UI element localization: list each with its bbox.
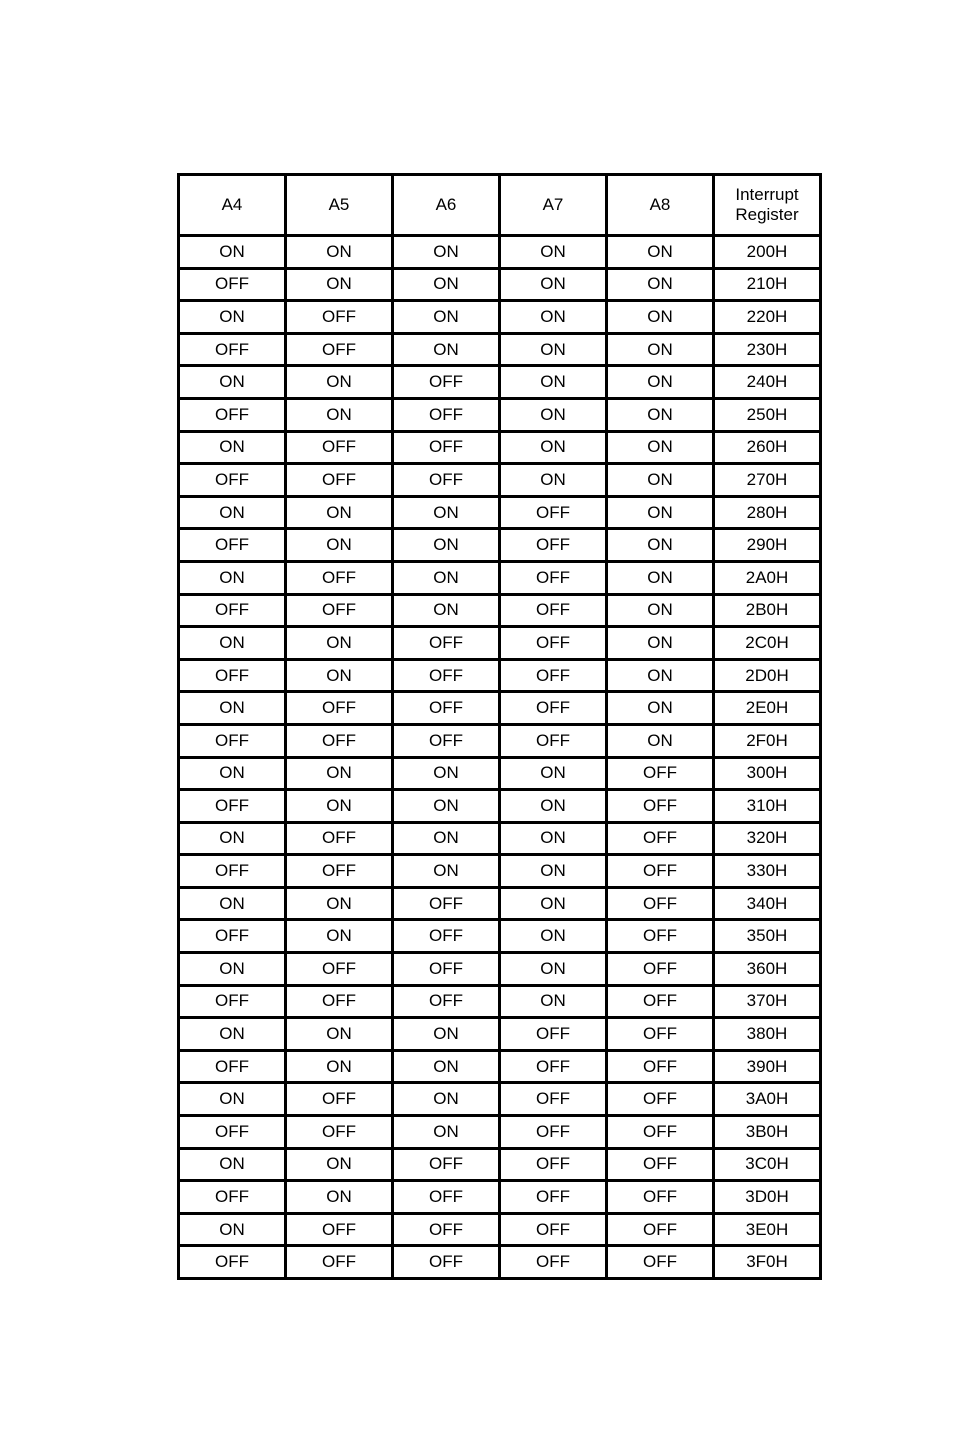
cell-a8: ON <box>607 431 714 464</box>
cell-a8: OFF <box>607 855 714 888</box>
cell-a7: ON <box>500 333 607 366</box>
cell-a4: ON <box>179 953 286 986</box>
table-row <box>179 692 821 725</box>
cell-a6: OFF <box>393 366 500 399</box>
cell-interrupt-register: 3E0H <box>714 1213 821 1246</box>
cell-interrupt-register: 2C0H <box>714 627 821 660</box>
table-row <box>179 333 821 366</box>
cell-a6: ON <box>393 561 500 594</box>
cell-a4: ON <box>179 431 286 464</box>
cell-a5: OFF <box>286 594 393 627</box>
table-row <box>179 887 821 920</box>
cell-a7: OFF <box>500 724 607 757</box>
cell-a6: ON <box>393 1018 500 1051</box>
cell-a4: ON <box>179 366 286 399</box>
cell-a7: OFF <box>500 659 607 692</box>
cell-interrupt-register: 3D0H <box>714 1181 821 1214</box>
cell-interrupt-register: 2A0H <box>714 561 821 594</box>
cell-a8: OFF <box>607 1246 714 1279</box>
cell-a5: OFF <box>286 692 393 725</box>
cell-a4: OFF <box>179 855 286 888</box>
cell-interrupt-register: 260H <box>714 431 821 464</box>
cell-a8: ON <box>607 659 714 692</box>
cell-a4: OFF <box>179 268 286 301</box>
table-row <box>179 1246 821 1279</box>
interrupt-register-table-container <box>177 173 822 1280</box>
cell-a6: ON <box>393 496 500 529</box>
table-row <box>179 366 821 399</box>
table-row <box>179 496 821 529</box>
table-row <box>179 431 821 464</box>
cell-a4: ON <box>179 1083 286 1116</box>
cell-a8: ON <box>607 496 714 529</box>
cell-a7: OFF <box>500 1116 607 1149</box>
cell-a4: ON <box>179 1018 286 1051</box>
cell-a8: ON <box>607 333 714 366</box>
cell-a5: OFF <box>286 855 393 888</box>
cell-interrupt-register: 250H <box>714 398 821 431</box>
table-row <box>179 659 821 692</box>
cell-a4: OFF <box>179 529 286 562</box>
cell-a6: ON <box>393 301 500 334</box>
cell-a4: ON <box>179 236 286 269</box>
cell-a5: ON <box>286 627 393 660</box>
table-row <box>179 529 821 562</box>
cell-interrupt-register: 240H <box>714 366 821 399</box>
cell-a8: OFF <box>607 1018 714 1051</box>
cell-a4: OFF <box>179 398 286 431</box>
cell-a4: ON <box>179 561 286 594</box>
cell-a4: ON <box>179 887 286 920</box>
cell-interrupt-register: 2B0H <box>714 594 821 627</box>
cell-a4: ON <box>179 301 286 334</box>
cell-a8: ON <box>607 594 714 627</box>
cell-a7: ON <box>500 985 607 1018</box>
cell-interrupt-register: 320H <box>714 822 821 855</box>
table-row <box>179 757 821 790</box>
header-a8: A8 <box>607 175 714 236</box>
cell-a4: OFF <box>179 594 286 627</box>
cell-a8: ON <box>607 301 714 334</box>
cell-a8: OFF <box>607 1116 714 1149</box>
cell-a6: ON <box>393 1083 500 1116</box>
cell-a4: ON <box>179 496 286 529</box>
cell-interrupt-register: 3C0H <box>714 1148 821 1181</box>
cell-a5: OFF <box>286 301 393 334</box>
cell-a7: OFF <box>500 529 607 562</box>
cell-interrupt-register: 390H <box>714 1050 821 1083</box>
cell-a8: OFF <box>607 790 714 823</box>
cell-a8: ON <box>607 268 714 301</box>
cell-a6: OFF <box>393 953 500 986</box>
cell-interrupt-register: 370H <box>714 985 821 1018</box>
cell-interrupt-register: 280H <box>714 496 821 529</box>
cell-a6: ON <box>393 855 500 888</box>
cell-a5: ON <box>286 790 393 823</box>
cell-a6: OFF <box>393 724 500 757</box>
header-interrupt-register <box>714 175 821 236</box>
cell-a6: OFF <box>393 398 500 431</box>
cell-a5: ON <box>286 529 393 562</box>
table-row <box>179 398 821 431</box>
cell-a8: OFF <box>607 1181 714 1214</box>
cell-a6: ON <box>393 594 500 627</box>
table-row <box>179 1050 821 1083</box>
cell-a4: OFF <box>179 920 286 953</box>
cell-a5: ON <box>286 366 393 399</box>
table-row <box>179 1181 821 1214</box>
cell-a7: OFF <box>500 561 607 594</box>
cell-a8: ON <box>607 366 714 399</box>
cell-a5: OFF <box>286 985 393 1018</box>
cell-a7: ON <box>500 301 607 334</box>
cell-a6: ON <box>393 236 500 269</box>
cell-a8: ON <box>607 398 714 431</box>
header-a7: A7 <box>500 175 607 236</box>
table-row <box>179 268 821 301</box>
cell-a6: OFF <box>393 1148 500 1181</box>
cell-a7: OFF <box>500 1246 607 1279</box>
cell-a5: OFF <box>286 1116 393 1149</box>
cell-a5: OFF <box>286 1213 393 1246</box>
cell-a4: OFF <box>179 1246 286 1279</box>
cell-a4: ON <box>179 627 286 660</box>
cell-a8: ON <box>607 627 714 660</box>
table-row <box>179 1018 821 1051</box>
cell-a7: ON <box>500 790 607 823</box>
cell-a7: OFF <box>500 1083 607 1116</box>
cell-a7: OFF <box>500 594 607 627</box>
cell-a6: OFF <box>393 1213 500 1246</box>
cell-a8: ON <box>607 724 714 757</box>
cell-a7: ON <box>500 464 607 497</box>
cell-a4: ON <box>179 1148 286 1181</box>
table-row <box>179 464 821 497</box>
cell-a7: OFF <box>500 1181 607 1214</box>
cell-a5: ON <box>286 398 393 431</box>
cell-a6: OFF <box>393 659 500 692</box>
cell-a7: OFF <box>500 692 607 725</box>
table-row <box>179 627 821 660</box>
table-row <box>179 1148 821 1181</box>
cell-interrupt-register: 300H <box>714 757 821 790</box>
cell-a4: ON <box>179 822 286 855</box>
cell-a7: OFF <box>500 1213 607 1246</box>
cell-a4: ON <box>179 757 286 790</box>
cell-a5: OFF <box>286 1083 393 1116</box>
cell-interrupt-register: 3F0H <box>714 1246 821 1279</box>
cell-a4: OFF <box>179 985 286 1018</box>
cell-a8: OFF <box>607 1148 714 1181</box>
cell-a4: OFF <box>179 724 286 757</box>
table-row <box>179 301 821 334</box>
cell-a7: OFF <box>500 627 607 660</box>
cell-interrupt-register: 380H <box>714 1018 821 1051</box>
cell-a7: ON <box>500 398 607 431</box>
cell-a5: ON <box>286 659 393 692</box>
cell-interrupt-register: 230H <box>714 333 821 366</box>
header-row <box>179 175 821 236</box>
cell-interrupt-register: 330H <box>714 855 821 888</box>
table-row <box>179 953 821 986</box>
table-row <box>179 561 821 594</box>
cell-a6: OFF <box>393 985 500 1018</box>
interrupt-register-table <box>177 173 822 1280</box>
cell-interrupt-register: 3B0H <box>714 1116 821 1149</box>
table-body <box>179 236 821 1279</box>
cell-a4: ON <box>179 692 286 725</box>
cell-a4: OFF <box>179 790 286 823</box>
cell-a7: ON <box>500 268 607 301</box>
cell-a7: OFF <box>500 496 607 529</box>
cell-a6: ON <box>393 333 500 366</box>
cell-a7: ON <box>500 822 607 855</box>
cell-a8: ON <box>607 529 714 562</box>
cell-a6: ON <box>393 529 500 562</box>
table-row <box>179 920 821 953</box>
cell-a8: OFF <box>607 920 714 953</box>
cell-a4: OFF <box>179 333 286 366</box>
cell-a8: OFF <box>607 1213 714 1246</box>
cell-a5: ON <box>286 268 393 301</box>
cell-interrupt-register: 3A0H <box>714 1083 821 1116</box>
table-row <box>179 724 821 757</box>
table-row <box>179 1116 821 1149</box>
cell-a8: ON <box>607 692 714 725</box>
cell-a8: OFF <box>607 887 714 920</box>
cell-a6: ON <box>393 757 500 790</box>
cell-a6: OFF <box>393 692 500 725</box>
table-row <box>179 855 821 888</box>
cell-a6: OFF <box>393 627 500 660</box>
cell-a7: ON <box>500 855 607 888</box>
cell-interrupt-register: 220H <box>714 301 821 334</box>
cell-a5: OFF <box>286 724 393 757</box>
cell-a8: ON <box>607 464 714 497</box>
cell-a5: ON <box>286 887 393 920</box>
cell-a5: OFF <box>286 822 393 855</box>
cell-a4: OFF <box>179 1050 286 1083</box>
cell-a6: OFF <box>393 920 500 953</box>
cell-interrupt-register: 2D0H <box>714 659 821 692</box>
cell-interrupt-register: 310H <box>714 790 821 823</box>
cell-a8: OFF <box>607 953 714 986</box>
cell-a7: ON <box>500 236 607 269</box>
cell-a7: ON <box>500 757 607 790</box>
cell-interrupt-register: 360H <box>714 953 821 986</box>
cell-a8: OFF <box>607 1083 714 1116</box>
cell-a6: ON <box>393 268 500 301</box>
cell-interrupt-register: 210H <box>714 268 821 301</box>
header-interrupt-line: Interrupt <box>735 185 799 204</box>
cell-interrupt-register: 340H <box>714 887 821 920</box>
cell-a5: ON <box>286 496 393 529</box>
table-row <box>179 1213 821 1246</box>
cell-a4: OFF <box>179 1116 286 1149</box>
cell-a5: ON <box>286 1181 393 1214</box>
cell-interrupt-register: 350H <box>714 920 821 953</box>
cell-a5: ON <box>286 920 393 953</box>
table-header <box>179 175 821 236</box>
cell-a6: OFF <box>393 887 500 920</box>
cell-a7: OFF <box>500 1148 607 1181</box>
cell-a8: ON <box>607 236 714 269</box>
cell-a7: OFF <box>500 1018 607 1051</box>
table-row <box>179 1083 821 1116</box>
header-a5: A5 <box>286 175 393 236</box>
cell-a5: ON <box>286 757 393 790</box>
cell-a7: ON <box>500 887 607 920</box>
cell-a5: OFF <box>286 333 393 366</box>
cell-a4: OFF <box>179 659 286 692</box>
cell-a6: OFF <box>393 1246 500 1279</box>
table-row <box>179 790 821 823</box>
cell-a4: OFF <box>179 1181 286 1214</box>
cell-a7: ON <box>500 431 607 464</box>
cell-a4: ON <box>179 1213 286 1246</box>
cell-a6: ON <box>393 1116 500 1149</box>
cell-a5: OFF <box>286 1246 393 1279</box>
header-register-line: Register <box>735 205 799 224</box>
cell-a7: ON <box>500 953 607 986</box>
cell-interrupt-register: 270H <box>714 464 821 497</box>
cell-a6: OFF <box>393 431 500 464</box>
cell-a6: OFF <box>393 1181 500 1214</box>
cell-a5: OFF <box>286 561 393 594</box>
cell-a7: ON <box>500 366 607 399</box>
cell-a6: ON <box>393 790 500 823</box>
cell-a6: ON <box>393 822 500 855</box>
cell-interrupt-register: 290H <box>714 529 821 562</box>
cell-a6: ON <box>393 1050 500 1083</box>
cell-a5: ON <box>286 1148 393 1181</box>
cell-interrupt-register: 200H <box>714 236 821 269</box>
cell-a5: OFF <box>286 464 393 497</box>
cell-a5: ON <box>286 1050 393 1083</box>
cell-a8: OFF <box>607 1050 714 1083</box>
cell-a8: OFF <box>607 822 714 855</box>
table-row <box>179 985 821 1018</box>
cell-a5: OFF <box>286 953 393 986</box>
cell-interrupt-register: 2E0H <box>714 692 821 725</box>
cell-a7: OFF <box>500 1050 607 1083</box>
header-a4: A4 <box>179 175 286 236</box>
header-a6: A6 <box>393 175 500 236</box>
cell-a5: ON <box>286 236 393 269</box>
table-row <box>179 236 821 269</box>
cell-a4: OFF <box>179 464 286 497</box>
cell-a6: OFF <box>393 464 500 497</box>
cell-a5: ON <box>286 1018 393 1051</box>
cell-a8: OFF <box>607 985 714 1018</box>
cell-a8: OFF <box>607 757 714 790</box>
cell-a5: OFF <box>286 431 393 464</box>
table-row <box>179 594 821 627</box>
cell-a8: ON <box>607 561 714 594</box>
cell-a7: ON <box>500 920 607 953</box>
cell-interrupt-register: 2F0H <box>714 724 821 757</box>
table-row <box>179 822 821 855</box>
